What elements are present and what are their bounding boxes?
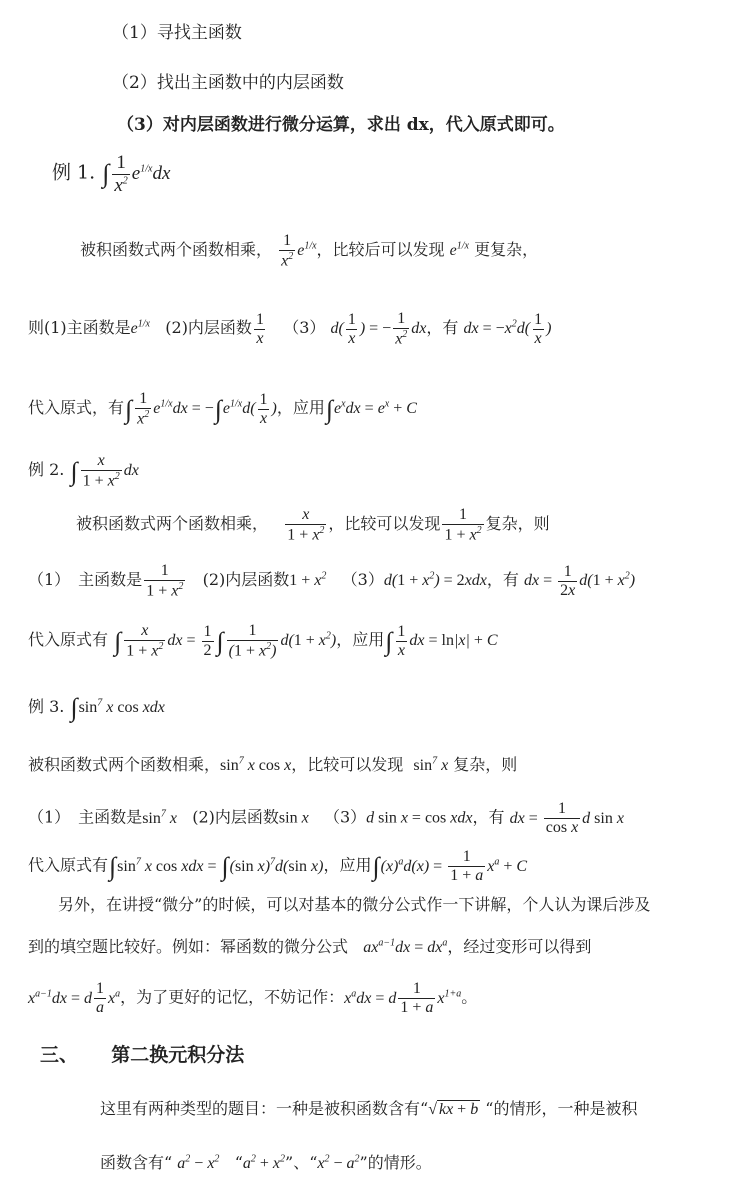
step-2: （2）找出主函数中的内层函数 [112,73,344,93]
section-p1: 这里有两种类型的题目：一种是被积函数含有“√ kx + b “的情形，一种是被积 [100,1099,638,1118]
ex2-line3: 代入原式有 ∫ $\frac{x}{1 + x^2}$ dx = $\frac{1}{2}$ ∫ $\frac{1}{(1 + x^2)}$ $d(1 + x^2)$，应用∫ $\frac{1}{x}$ dx = ln|x| + C [28,622,498,660]
extra-p1: 另外，在讲授“微分”的时候，可以对基本的微分公式作一下讲解，个人认为课后涉及 [58,895,651,914]
example-2-label: 例 2. [28,460,65,480]
step-3: （3）对内层函数进行微分运算，求出 dx，代入原式即可。 [117,115,565,135]
ex1-line2: 则(1)主函数是$e^{1/x}$ (2)内层函数 $\frac{1}{x}$ （3） d( $\frac{1}{x}$ ) = − $\frac{1}{x^2}$ dx，有 dx = $-x^2d$( $\frac{1}{x}$ ) [28,310,552,348]
example-2-heading: 例 2. ∫ $\frac{x}{1 + x^2}$ dx [28,452,139,490]
example-1-integral: ∫ $\frac{1}{x^2}$ $e^{1/x}dx$ [102,152,171,196]
section-number: 三、 [40,1044,79,1066]
extra-p2: 到的填空题比较好。例如：幂函数的微分公式 $ax^{a-1}dx = dx^a$，经过变形可以得到 [28,937,592,956]
example-1-label: 例 1. [52,161,96,184]
example-1-heading [52,152,170,197]
section-title: 第二换元积分法 [111,1044,245,1066]
ex2-line2: （1） 主函数是 $\frac{1}{1 + x^2}$ (2)内层函数$1 + x^2$ $(3)d(1 + x^2) = 2xdx$，有 dx = $\frac{1}{2x}$ $d(1 + x^2)$ [28,562,636,600]
ex1-line1-a: 被积函数式两个函数相乘， [80,240,273,260]
section-heading [40,1040,244,1067]
extra-p3: $x^{a-1}dx = d$ $\frac{1}{a}$ $x^a$，为了更好的记忆，不妨记作：$x^adx = d$ $\frac{1}{1 + a}$ $x^{1+a}$。 [28,980,478,1017]
ex2-line1: 被积函数式两个函数相乘， $\frac{x}{1 + x^2}$ ，比较可以发现 $\frac{1}{1 + x^2}$ 复杂，则 [76,506,550,544]
example-3-label: 例 3. [28,697,65,716]
ex3-line1: 被积函数式两个函数相乘，$\sin^7 x$ cos x，比较可以发现 $\sin^7 x$ 复杂，则 [28,755,518,774]
ex1-product: $\frac{1}{x^2}$ $e^{1/x}$ [281,232,317,270]
example-3-heading: 例 3. $\int\sin^7$ x cos xdx [28,693,165,723]
ex1-line1-c: 更复杂， [474,240,539,260]
ex1-line1-b: ，比较后可以发现 [316,240,445,260]
ex1-line1: 被积函数式两个函数相乘， $\frac{1}{x^2}$ $e^{1/x}$，比较后可以发现 $e^{1/x}$ 更复杂， [80,232,539,270]
step-1: （1）寻找主函数 [112,23,242,43]
ex3-line3: 代入原式有$\int\sin^7$ x cos xdx = ∫(sin x)$^7$d(sin x)，应用$\int(x)^ad(x)$ = $\frac{1}{1 + a}$ $x^a + C$ [28,848,528,885]
ex1-line3: 代入原式，有∫ $\frac{1}{x^2}$ $e^{1/x}dx = -\int e^{1/x}d$( $\frac{1}{x}$ )，应用$\int e^xdx = e^x + C$ [28,390,417,428]
ex3-line2: （1） 主函数是$\sin^7 x$ (2)内层函数sin x （3）d sin x = cos xdx，有 dx = $\frac{1}{\text{cos x}}$ d sin x [28,800,624,837]
section-p2: 函数含有“ $a^2 - x^2$ “$a^2 + x^2$”、“$x^2 - a^2$”的情形。 [100,1153,432,1172]
